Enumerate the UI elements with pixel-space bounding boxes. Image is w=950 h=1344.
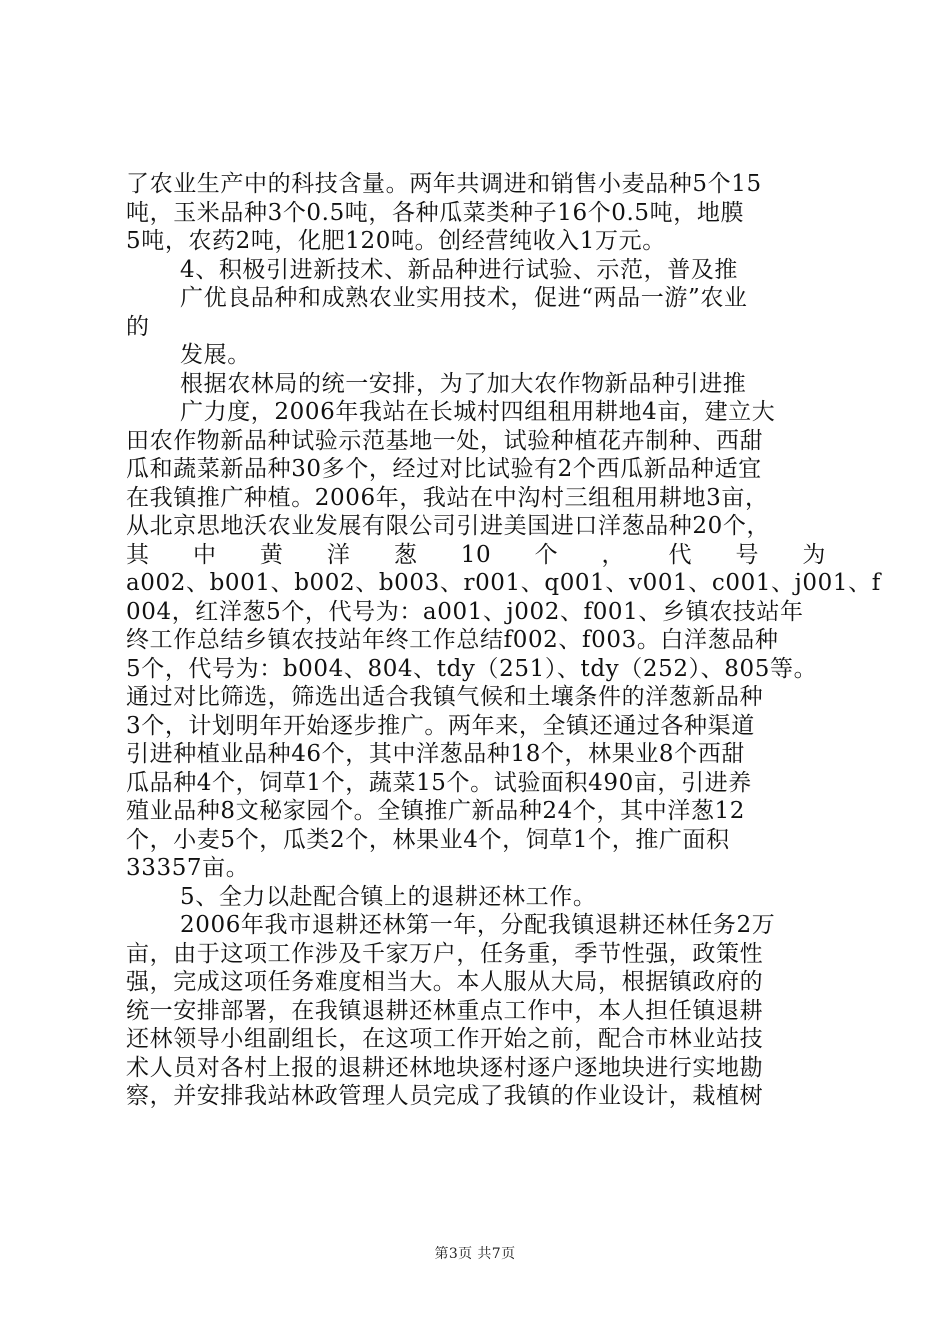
text-line: 殖业品种8文秘家园个。全镇推广新品种24个，其中洋葱12 bbox=[126, 798, 745, 824]
text-line: 个，小麦5个，瓜类2个，林果业4个，饲草1个，推广面积 bbox=[126, 826, 730, 853]
text-line: 广力度，2006年我站在长城村四组租用耕地4亩，建立大 bbox=[180, 399, 776, 425]
justified-word: 10 bbox=[460, 541, 492, 568]
justified-word: 葱 bbox=[393, 541, 418, 568]
justified-word: ， bbox=[601, 541, 626, 568]
text-line: 3个，计划明年开始逐步推广。两年来，全镇还通过各种渠道 bbox=[126, 712, 755, 739]
justified-word: 中 bbox=[192, 541, 217, 568]
justified-word: 为 bbox=[802, 541, 826, 568]
page-number-label: 第3页 共7页 bbox=[434, 1246, 516, 1262]
justified-word: 号 bbox=[735, 541, 760, 568]
text-line: 察，并安排我站林政管理人员完成了我镇的作业设计，栽植树 bbox=[126, 1083, 764, 1109]
justified-word: 洋 bbox=[326, 541, 351, 568]
text-line: 4、积极引进新技术、新品种进行试验、示范，普及推 bbox=[180, 256, 739, 283]
text-line: 在我镇推广种植。2006年，我站在中沟村三组租用耕地3亩， bbox=[126, 484, 769, 511]
text-line: 了农业生产中的科技含量。两年共调进和销售小麦品种5个15 bbox=[126, 171, 762, 197]
text-line: 5吨，农药2吨，化肥120吨。创经营纯收入1万元。 bbox=[126, 228, 666, 254]
text-line: 瓜和蔬菜新品种30多个，经过对比试验有2个西瓜新品种适宜 bbox=[126, 456, 762, 482]
justified-word: 代 bbox=[668, 541, 693, 568]
text-line: 终工作总结乡镇农技站年终工作总结f002、f003。白洋葱品种 bbox=[126, 627, 779, 653]
text-line: 强，完成这项任务难度相当大。本人服从大局，根据镇政府的 bbox=[126, 969, 764, 995]
text-line: 通过对比筛选，筛选出适合我镇气候和土壤条件的洋葱新品种 bbox=[126, 684, 764, 710]
justified-word: 其 bbox=[126, 541, 150, 568]
text-line: 的 bbox=[126, 313, 150, 340]
text-line: 33357亩。 bbox=[126, 855, 250, 881]
text-line: 统一安排部署，在我镇退耕还林重点工作中，本人担任镇退耕 bbox=[126, 997, 764, 1024]
justified-word: 黄 bbox=[259, 541, 284, 568]
text-line: 引进种植业品种46个，其中洋葱品种18个，林果业8个西甜 bbox=[126, 741, 745, 767]
text-line: 004，红洋葱5个，代号为：a001、j002、f001、乡镇农技站年 bbox=[126, 598, 804, 625]
text-line: 田农作物新品种试验示范基地一处，试验种植花卉制种、西甜 bbox=[126, 427, 764, 454]
text-line: 术人员对各村上报的退耕还林地块逐村逐户逐地块进行实地勘 bbox=[126, 1054, 764, 1081]
text-line: 亩，由于这项工作涉及千家万户，任务重，季节性强，政策性 bbox=[126, 940, 764, 967]
text-line: 发展。 bbox=[180, 342, 251, 368]
text-line: 2006年我市退耕还林第一年，分配我镇退耕还林任务2万 bbox=[180, 912, 776, 938]
page-footer bbox=[0, 1243, 950, 1263]
document-body bbox=[126, 170, 881, 1111]
text-line: 5、全力以赴配合镇上的退耕还林工作。 bbox=[180, 883, 597, 910]
justified-word: 个 bbox=[534, 541, 559, 568]
text-line: 根据农林局的统一安排，为了加大农作物新品种引进推 bbox=[180, 370, 747, 397]
text-line: 5个，代号为：b004、804、tdy（251）、tdy（252）、805等。 bbox=[126, 655, 818, 682]
text-line: 广优良品种和成熟农业实用技术，促进“两品一游”农业 bbox=[180, 285, 748, 311]
text-line: a002、b001、b002、b003、r001、q001、v001、c001、j001、f bbox=[126, 570, 881, 596]
text-line: 还林领导小组副组长，在这项工作开始之前，配合市林业站技 bbox=[126, 1026, 764, 1052]
text-line: 吨，玉米品种3个0.5吨，各种瓜菜类种子16个0.5吨，地膜 bbox=[126, 199, 745, 226]
text-line: 瓜品种4个，饲草1个，蔬菜15个。试验面积490亩，引进养 bbox=[126, 769, 752, 796]
text-line: 从北京思地沃农业发展有限公司引进美国进口洋葱品种20个， bbox=[126, 513, 771, 539]
justified-text-line bbox=[126, 541, 826, 570]
